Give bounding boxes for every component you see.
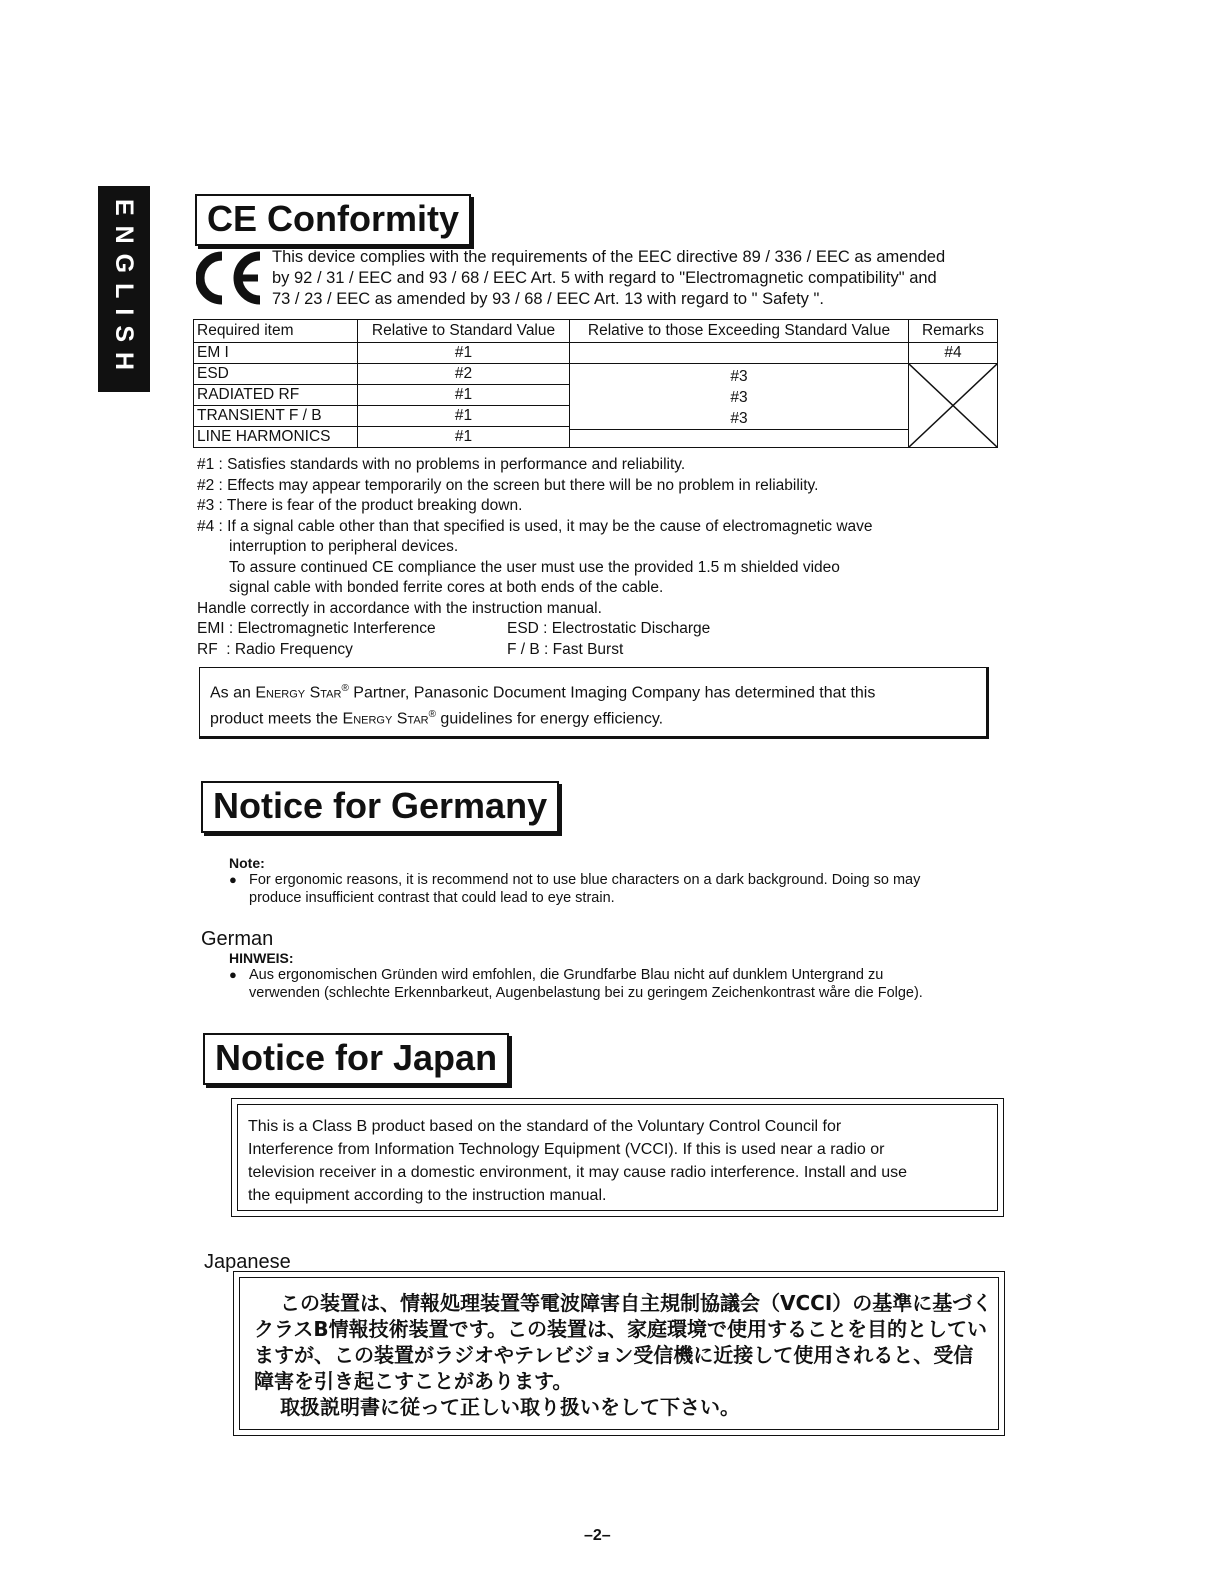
- japanese-notice-box: [233, 1271, 1005, 1436]
- jp-line: ますが、この装置がラジオやテレビジョン受信機に近接して使用されると、受信: [254, 1343, 974, 1367]
- energy-line: [210, 678, 986, 704]
- cell-standard: #1: [358, 427, 570, 448]
- note-line: #4 : If a signal cable other than that specified is used, it may be the cause of electromagnetic wave: [197, 517, 873, 535]
- cell-item: LINE HARMONICS: [194, 427, 358, 448]
- ce-intro-line: by 92 / 31 / EEC and 93 / 68 / EEC Art. 5 with regard to "Electromagnetic compatibility" and: [272, 269, 937, 287]
- german-label: German: [201, 928, 274, 950]
- cell-item: RADIATED RF: [194, 385, 358, 406]
- note-line: interruption to peripheral devices.: [229, 538, 459, 555]
- ce-heading-text: CE Conformity: [207, 198, 459, 239]
- ce-requirements-table: [193, 319, 998, 448]
- note-text: For ergonomic reasons, it is recommend not to use blue characters on a dark background. Doing so may: [249, 872, 921, 888]
- energy-star-box: [199, 667, 989, 739]
- handle-note: Handle correctly in accordance with the instruction manual.: [197, 599, 602, 617]
- cell-item: EM I: [194, 343, 358, 364]
- germany-heading-text: Notice for Germany: [213, 785, 548, 826]
- ce-intro-line: 73 / 23 / EEC as amended by 93 / 68 / EEC Art. 13 with regard to " Safety ".: [272, 290, 824, 308]
- abbr-left: EMI : Electromagnetic Interference: [197, 620, 436, 637]
- hinweis-text: Aus ergonomischen Gründen wird emfohlen, die Grundfarbe Blau nicht auf dunklem Untergrand zu: [249, 967, 884, 983]
- note-line: #3 : There is fear of the product breaking down.: [197, 497, 523, 514]
- vcci-line: the equipment according to the instruction manual.: [248, 1187, 607, 1204]
- hinweis-bullet: [229, 966, 1009, 1002]
- cell-exceeding: #3: [730, 410, 748, 427]
- ce-conformity-heading: [195, 194, 471, 246]
- jp-line: 障害を引き起こすことがあります。: [254, 1369, 573, 1393]
- cell-exceeding: #3: [730, 368, 748, 385]
- note-bullet: [229, 871, 999, 907]
- japanese-notice-inner: [239, 1277, 999, 1430]
- note-line: #2 : Effects may appear temporarily on the screen but there will be no problem in reliability.: [197, 476, 819, 494]
- energy-text: product meets the: [210, 710, 343, 728]
- header-required-item: Required item: [194, 320, 358, 343]
- german-hinweis: [229, 950, 1009, 1002]
- remarks-crossed-cell: [909, 364, 998, 448]
- energy-line: [210, 704, 986, 730]
- registered-mark: ®: [341, 683, 349, 694]
- page-number: –2–: [584, 1527, 611, 1544]
- vcci-notice-box: [231, 1098, 1004, 1217]
- japanese-label: Japanese: [204, 1251, 291, 1273]
- cell-exceeding: #3: [730, 389, 748, 406]
- vcci-notice-inner: [237, 1104, 998, 1211]
- cell-item: TRANSIENT F / B: [194, 406, 358, 427]
- bullet-icon: ●: [229, 967, 237, 982]
- abbreviation-row: [197, 619, 997, 640]
- ce-mark-icon: [196, 250, 268, 306]
- note-line: signal cable with bonded ferrite cores at both ends of the cable.: [229, 579, 664, 596]
- side-tab-label: ENGLISH: [110, 198, 139, 380]
- cell-standard: #1: [358, 406, 570, 427]
- table-header-row: [194, 320, 998, 343]
- energy-text: guidelines for energy efficiency.: [435, 710, 664, 728]
- cell-standard: #1: [358, 385, 570, 406]
- jp-line: 取扱説明書に従って正しい取り扱いをして下さい。: [280, 1395, 740, 1419]
- energy-star-brand: Energy Star: [255, 684, 342, 702]
- note-line: #1 : Satisfies standards with no problems in performance and reliability.: [197, 456, 686, 473]
- cell-remarks: #4: [909, 343, 998, 364]
- abbreviation-row: [197, 640, 997, 661]
- abbr-right: F / B : Fast Burst: [507, 640, 624, 658]
- vcci-line: television receiver in a domestic environment, it may cause radio interference. Install and use: [248, 1164, 907, 1181]
- language-side-tab: [98, 186, 150, 392]
- japan-heading: [203, 1033, 509, 1085]
- abbr-left: RF : Radio Frequency: [197, 640, 353, 658]
- energy-text: As an: [210, 684, 256, 702]
- energy-star-brand: Energy Star: [342, 710, 429, 728]
- cell-standard: #2: [358, 364, 570, 385]
- note-label: Note:: [229, 855, 265, 871]
- hinweis-text: verwenden (schlechte Erkennbarkeut, Augenbelastung bei zu geringem Zeichenkontrast wåre die Folge).: [249, 985, 923, 1001]
- japan-heading-text: Notice for Japan: [215, 1037, 498, 1078]
- header-exceeding: Relative to those Exceeding Standard Value: [570, 320, 909, 343]
- ce-intro-text: [272, 247, 1012, 310]
- registered-mark: ®: [428, 709, 436, 721]
- ce-notes: [197, 455, 997, 660]
- header-standard: Relative to Standard Value: [358, 320, 570, 343]
- exceeding-cell: [570, 343, 909, 448]
- bullet-icon: ●: [229, 872, 237, 887]
- germany-heading: [201, 781, 559, 833]
- vcci-line: Interference from Information Technology Equipment (VCCI). If this is used near a radio or: [248, 1141, 885, 1158]
- header-remarks: Remarks: [909, 320, 998, 343]
- hinweis-label: HINWEIS:: [229, 950, 294, 966]
- jp-line: クラスB情報技術装置です。この装置は、家庭環境で使用することを目的としてい: [254, 1317, 988, 1341]
- cross-out-icon: [909, 364, 997, 447]
- abbr-right: ESD : Electrostatic Discharge: [507, 620, 711, 637]
- note-line: To assure continued CE compliance the user must use the provided 1.5 m shielded video: [229, 558, 840, 576]
- note-text: produce insufficient contrast that could lead to eye strain.: [249, 890, 615, 906]
- vcci-line: This is a Class B product based on the standard of the Voluntary Control Council for: [248, 1118, 842, 1135]
- germany-note: [229, 855, 999, 907]
- cell-standard: #1: [358, 343, 570, 364]
- ce-intro-line: This device complies with the requirements of the EEC directive 89 / 336 / EEC as amended: [272, 248, 946, 266]
- energy-text: Partner, Panasonic Document Imaging Company has determined that this: [348, 684, 876, 702]
- cell-item: ESD: [194, 364, 358, 385]
- table-row: [194, 343, 998, 364]
- jp-line: この装置は、情報処理装置等電波障害自主規制協議会（VCCI）の基準に基づく: [280, 1291, 993, 1315]
